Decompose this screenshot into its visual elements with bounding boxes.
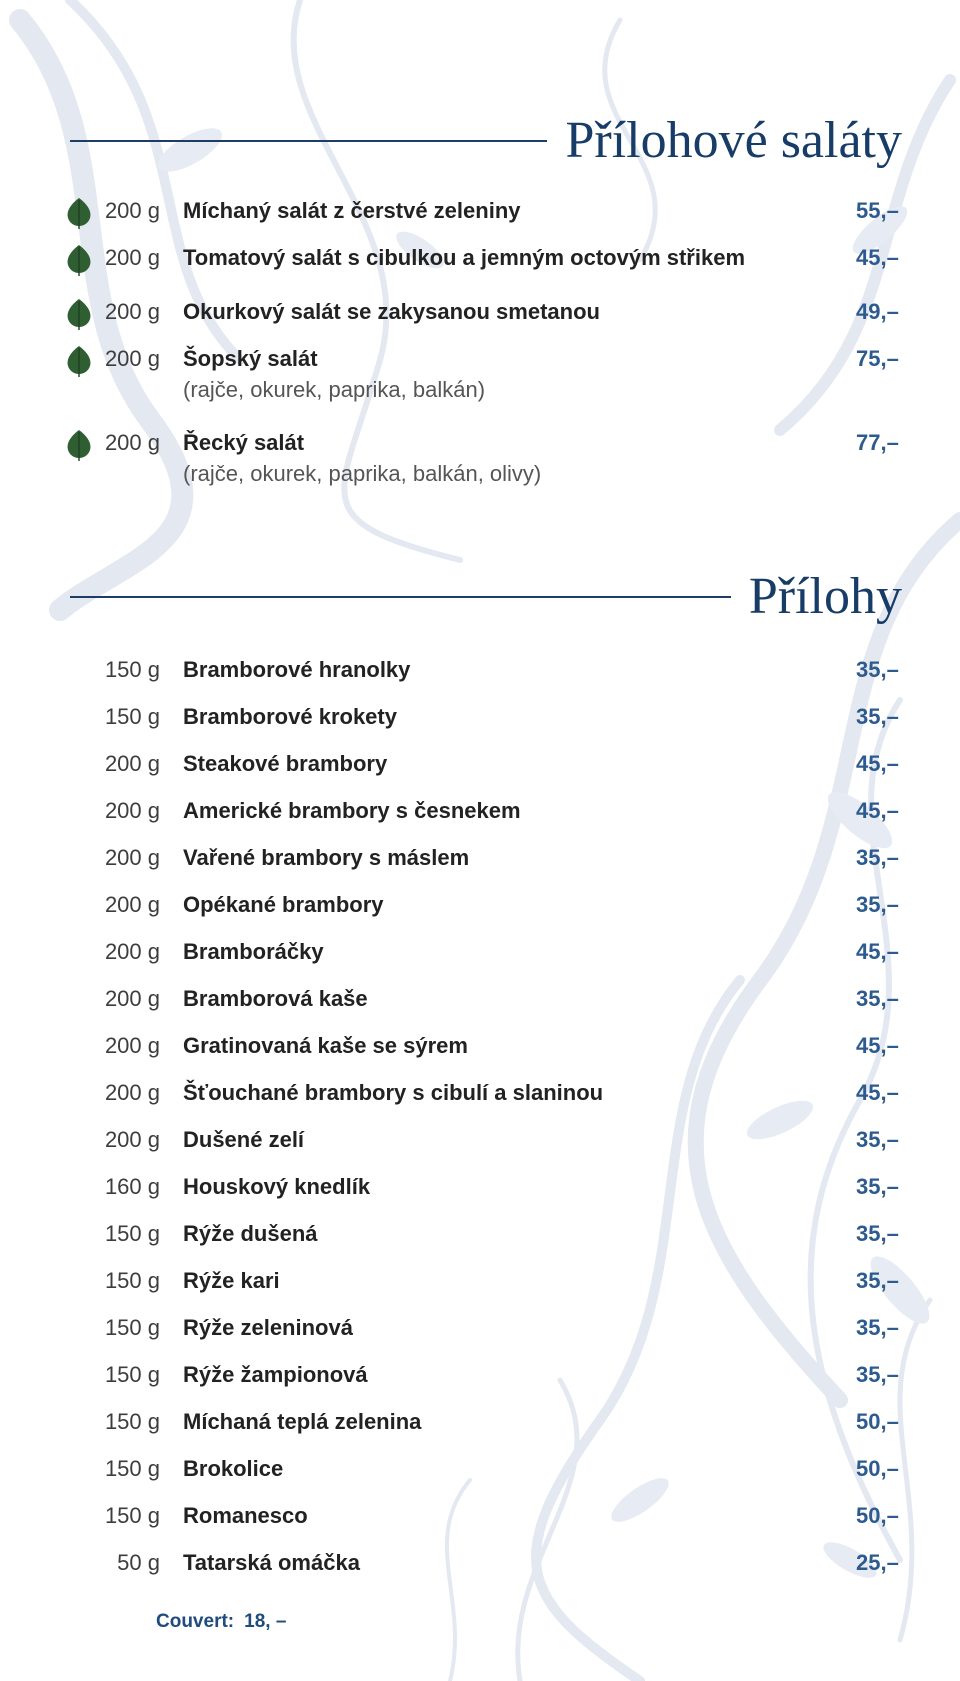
item-name: Steakové brambory — [183, 751, 388, 776]
item-price: 49,– — [856, 299, 899, 324]
item-price: 35,– — [856, 1362, 899, 1387]
item-weight: 150 g — [104, 1268, 160, 1293]
item-name: Řecký salát — [183, 430, 305, 455]
item-price: 45,– — [856, 751, 899, 776]
item-price: 45,– — [856, 245, 899, 270]
item-description: (rajče, okurek, paprika, balkán, olivy) — [183, 461, 542, 486]
item-weight: 200 g — [104, 430, 160, 455]
item-name: Dušené zelí — [183, 1127, 305, 1152]
item-name: Bramborové hranolky — [183, 657, 411, 682]
item-weight: 150 g — [104, 657, 160, 682]
item-name: Rýže kari — [183, 1268, 280, 1293]
item-weight: 200 g — [104, 939, 160, 964]
item-weight: 200 g — [104, 892, 160, 917]
item-name: Šťouchané brambory s cibulí a slaninou — [183, 1080, 604, 1105]
item-weight: 160 g — [104, 1174, 160, 1199]
couvert-label: Couvert: — [156, 1611, 235, 1632]
item-weight: 150 g — [104, 704, 160, 729]
item-weight: 200 g — [104, 1033, 160, 1058]
item-weight: 150 g — [104, 1362, 160, 1387]
item-name: Romanesco — [183, 1503, 308, 1528]
item-weight: 150 g — [104, 1315, 160, 1340]
item-weight: 200 g — [104, 346, 160, 371]
item-price: 35,– — [856, 1221, 899, 1246]
item-price: 35,– — [856, 986, 899, 1011]
couvert-note — [156, 1611, 286, 1633]
item-price: 55,– — [856, 198, 899, 223]
item-price: 25,– — [856, 1550, 899, 1575]
salads-title: Přílohové saláty — [565, 112, 902, 169]
item-price: 35,– — [856, 1315, 899, 1340]
item-name: Šopský salát — [183, 346, 318, 371]
salads-section-header — [70, 112, 902, 169]
item-weight: 200 g — [104, 198, 160, 223]
item-name: Rýže žampionová — [183, 1362, 368, 1387]
item-price: 77,– — [856, 430, 899, 455]
item-weight: 150 g — [104, 1456, 160, 1481]
item-price: 35,– — [856, 1127, 899, 1152]
item-weight: 200 g — [104, 986, 160, 1011]
item-name: Houskový knedlík — [183, 1174, 371, 1199]
item-weight: 150 g — [104, 1221, 160, 1246]
item-name: Rýže dušená — [183, 1221, 318, 1246]
sides-title: Přílohy — [748, 568, 902, 625]
item-price: 35,– — [856, 657, 899, 682]
item-name: Opékané brambory — [183, 892, 384, 917]
item-weight: 200 g — [104, 751, 160, 776]
item-name: Vařené brambory s máslem — [183, 845, 470, 870]
header-rule — [70, 140, 547, 142]
item-name: Tatarská omáčka — [183, 1550, 360, 1575]
sides-section-header — [70, 568, 902, 625]
item-weight: 200 g — [104, 1127, 160, 1152]
item-name: Míchaný salát z čerstvé zeleniny — [183, 198, 521, 223]
item-weight: 150 g — [104, 1503, 160, 1528]
item-weight: 200 g — [104, 845, 160, 870]
item-price: 50,– — [856, 1409, 899, 1434]
item-description: (rajče, okurek, paprika, balkán) — [183, 377, 486, 402]
item-price: 35,– — [856, 845, 899, 870]
item-name: Bramborové krokety — [183, 704, 397, 729]
item-weight: 200 g — [104, 299, 160, 324]
header-rule — [70, 596, 731, 598]
item-name: Bramborová kaše — [183, 986, 368, 1011]
item-weight: 200 g — [104, 245, 160, 270]
item-name: Americké brambory s česnekem — [183, 798, 521, 823]
item-name: Brokolice — [183, 1456, 284, 1481]
item-price: 35,– — [856, 1268, 899, 1293]
item-price: 75,– — [856, 346, 899, 371]
item-name: Bramboráčky — [183, 939, 324, 964]
item-price: 50,– — [856, 1456, 899, 1481]
item-name: Rýže zeleninová — [183, 1315, 353, 1340]
item-price: 35,– — [856, 892, 899, 917]
item-price: 45,– — [856, 1033, 899, 1058]
couvert-price: 18, – — [244, 1611, 287, 1632]
item-price: 50,– — [856, 1503, 899, 1528]
item-weight: 200 g — [104, 1080, 160, 1105]
item-price: 45,– — [856, 798, 899, 823]
item-name: Gratinovaná kaše se sýrem — [183, 1033, 468, 1058]
item-price: 35,– — [856, 1174, 899, 1199]
item-name: Tomatový salát s cibulkou a jemným octovým střikem — [183, 245, 746, 270]
item-name: Okurkový salát se zakysanou smetanou — [183, 299, 600, 324]
item-name: Míchaná teplá zelenina — [183, 1409, 422, 1434]
item-price: 45,– — [856, 1080, 899, 1105]
item-weight: 50 g — [117, 1550, 160, 1575]
item-price: 45,– — [856, 939, 899, 964]
item-price: 35,– — [856, 704, 899, 729]
item-weight: 150 g — [104, 1409, 160, 1434]
item-weight: 200 g — [104, 798, 160, 823]
